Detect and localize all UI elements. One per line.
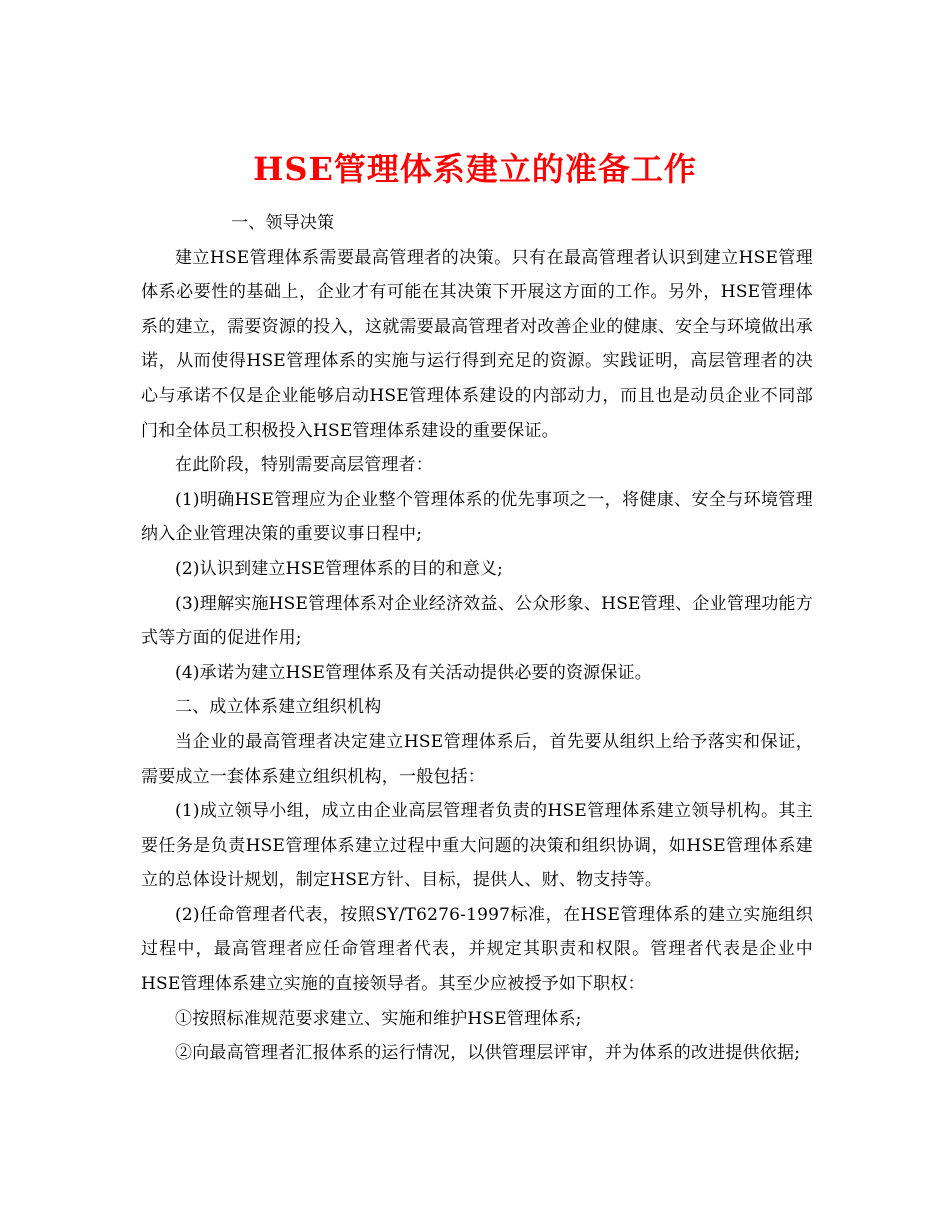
document-title: HSE管理体系建立的准备工作 (253, 150, 697, 189)
list-item-3: (3)理解实施HSE管理体系对企业经济效益、公众形象、HSE管理、企业管理功能方式等方面的促进作用; (141, 593, 813, 649)
paragraph-organization-intro: 当企业的最高管理者决定建立HSE管理体系后，首先要从组织上给予落实和保证，需要成立一套体系建立组织机构，一般包括： (141, 731, 813, 787)
list-item-leadership-group: (1)成立领导小组，成立由企业高层管理者负责的HSE管理体系建立领导机构。其主要任务是负责HSE管理体系建立过程中重大问题的决策和组织协调，如HSE管理体系建立的总体设计规划，制定HSE方针、目标，提供人、财、物支持等。 (141, 801, 813, 891)
document-body (141, 206, 813, 1071)
paragraph-stage-intro: 在此阶段，特别需要高层管理者： (175, 455, 433, 476)
paragraph-leadership-decision: 建立HSE管理体系需要最高管理者的决策。只有在最高管理者认识到建立HSE管理体系必要性的基础上，企业才有可能在其决策下开展这方面的工作。另外，HSE管理体系的建立，需要资源的投入，这就需要最高管理者对改善企业的健康、安全与环境做出承诺，从而使得HSE管理体系的实施与运行得到充足的资源。实践证明，高层管理者的决心与承诺不仅是企业能够启动HSE管理体系建设的内部动力，而且也是动员企业不同部门和全体员工积极投入HSE管理体系建设的重要保证。 (141, 247, 813, 441)
sub-item-1: ①按照标准规范要求建立、实施和维护HSE管理体系; (175, 1008, 582, 1029)
list-item-1: (1)明确HSE管理应为企业整个管理体系的优先事项之一，将健康、安全与环境管理纳入企业管理决策的重要议事日程中; (141, 489, 813, 545)
list-item-2: (2)认识到建立HSE管理体系的目的和意义; (175, 558, 504, 579)
list-item-management-representative: (2)任命管理者代表，按照SY/T6276-1997标准，在HSE管理体系的建立实施组织过程中，最高管理者应任命管理者代表，并规定其职责和权限。管理者代表是企业中HSE管理体系建立实施的直接领导者。其至少应被授予如下职权： (141, 904, 813, 995)
section-heading-leadership: 一、领导决策 (231, 213, 335, 233)
list-item-4: (4)承诺为建立HSE管理体系及有关活动提供必要的资源保证。 (175, 662, 652, 683)
sub-item-2: ②向最高管理者汇报体系的运行情况，以供管理层评审，并为体系的改进提供依据; (175, 1043, 801, 1064)
section-heading-organization: 二、成立体系建立组织机构 (175, 697, 382, 718)
